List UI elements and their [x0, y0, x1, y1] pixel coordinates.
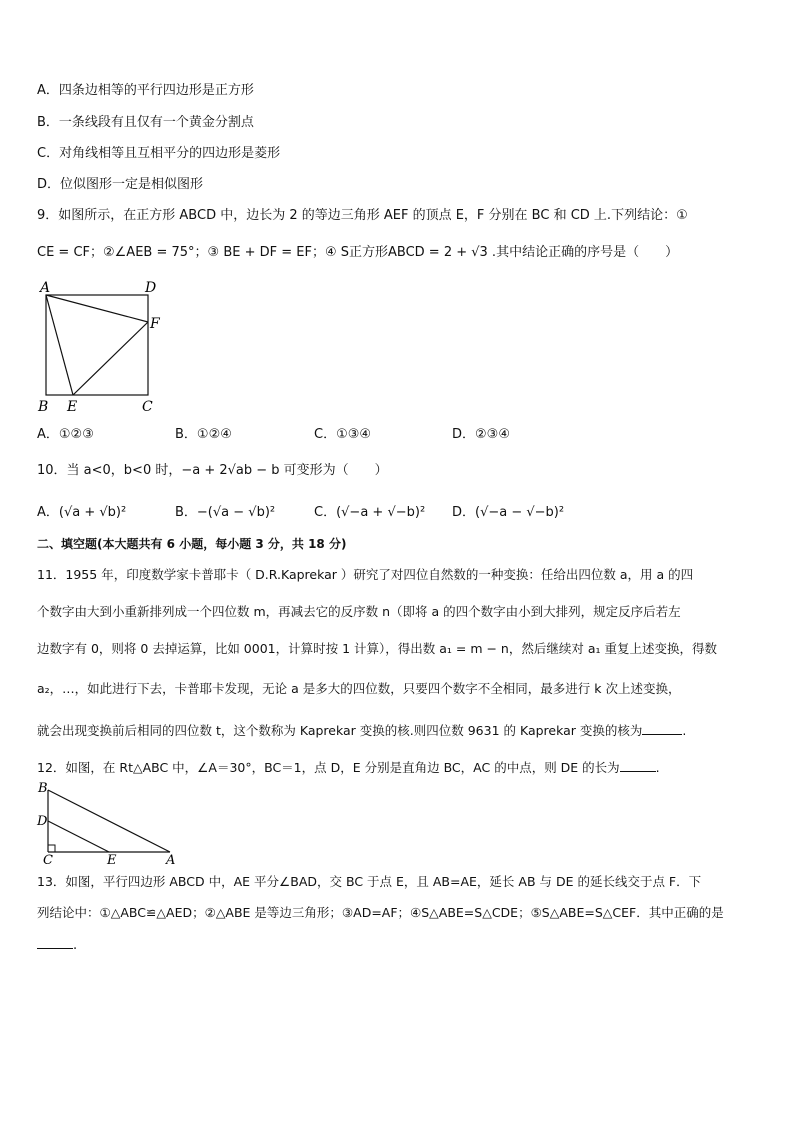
q8-option-a: A．四条边相等的平行四边形是正方形: [37, 83, 254, 98]
q8-option-c: C．对角线相等且互相平分的四边形是菱形: [37, 146, 281, 161]
label-d: D: [145, 280, 157, 296]
side-ab: [48, 790, 170, 852]
q8-option-d: D．位似图形一定是相似图形: [37, 177, 204, 192]
q12-stem-wrap: [37, 759, 660, 777]
q11-line3: 边数字有 0，则将 0 去掉运算，比如 0001，计算时按 1 计算），得出数 a₁ = m − n，然后继续对 a₁ 重复上述变换，得数: [37, 641, 717, 656]
label-d: D: [37, 814, 48, 829]
segment-ef: [73, 322, 148, 395]
q10-stem: 10．当 a<0，b<0 时，−a + 2√ab − b 可变形为（ ）: [37, 463, 388, 478]
q12-triangle-figure: [34, 780, 184, 866]
label-c: C: [142, 399, 153, 415]
q13-line1: 13．如图，平行四边形 ABCD 中，AE 平分∠BAD，交 BC 于点 E，且 AB=AE，延长 AB 与 DE 的延长线交于点 F．下: [37, 874, 702, 889]
q10-option-b: B．−(√a − √b)²: [175, 505, 276, 520]
q13-line2: 列结论中：①△ABC≌△AED；②△ABE 是等边三角形；③AD=AF；④S△ABE=S△CDE；⑤S△ABE=S△CEF．其中正确的是: [37, 905, 724, 920]
segment-de: [48, 821, 109, 852]
label-e: E: [107, 853, 117, 866]
q11-period: .: [682, 723, 687, 738]
q11-line2: 个数字由大到小重新排列成一个四位数 m，再减去它的反序数 n（即将 a 的四个数字由小到大排列，规定反序后若左: [37, 604, 681, 619]
q10-option-a: A．(√a + √b)²: [37, 505, 127, 520]
q9-option-b: B．①②④: [175, 427, 232, 442]
label-a: A: [40, 280, 51, 296]
q9-stem-line1: 9．如图所示，在正方形 ABCD 中，边长为 2 的等边三角形 AEF 的顶点 E，F 分别在 BC 和 CD 上.下列结论：①: [37, 208, 688, 223]
label-f: F: [150, 316, 160, 332]
q11-answer-blank[interactable]: [642, 722, 682, 735]
label-e: E: [67, 399, 78, 415]
label-b: B: [38, 399, 49, 415]
label-a: A: [166, 853, 176, 866]
q13-answer-blank[interactable]: [37, 936, 73, 949]
q10-option-c: C．(√−a + √−b)²: [314, 505, 426, 520]
segment-ae: [46, 295, 73, 395]
section-title: 二、填空题(本大题共有 6 小题，每小题 3 分，共 18 分): [37, 537, 347, 551]
q9-option-c: C．①③④: [314, 427, 372, 442]
q13-line3-wrap: [37, 936, 77, 955]
q11-line5-wrap: [37, 722, 686, 740]
square-abcd: [46, 295, 148, 395]
label-b: B: [38, 781, 48, 796]
right-angle-mark: [48, 845, 55, 852]
q11-line1: 11．1955 年，印度数学家卡普耶卡（ D.R.Kaprekar ）研究了对四位自然数的一种变换：任给出四位数 a，用 a 的四: [37, 567, 694, 582]
segment-af: [46, 295, 148, 322]
q10-option-d: D．(√−a − √−b)²: [452, 505, 565, 520]
q9-stem-line2: CE = CF；②∠AEB = 75°；③ BE + DF = EF；④ S正方形ABCD = 2 + √3 .其中结论正确的序号是（ ）: [37, 245, 679, 260]
q11-line4: a₂，…，如此进行下去，卡普耶卡发现，无论 a 是多大的四位数，只要四个数字不全相同，最多进行 k 次上述变换，: [37, 681, 681, 696]
q12-period: .: [655, 760, 660, 775]
q8-option-b: B．一条线段有且仅有一个黄金分割点: [37, 115, 254, 130]
q12-stem: 12．如图，在 Rt△ABC 中，∠A＝30°，BC＝1，点 D，E 分别是直角边 BC，AC 的中点，则 DE 的长为: [37, 760, 620, 775]
q12-answer-blank[interactable]: [620, 759, 656, 772]
q9-square-figure: [34, 276, 174, 416]
label-c: C: [43, 853, 53, 866]
q9-option-a: A．①②③: [37, 427, 94, 442]
q11-line5: 就会出现变换前后相同的四位数 t，这个数称为 Kaprekar 变换的核.则四位数 9631 的 Kaprekar 变换的核为: [37, 723, 643, 738]
q13-period: .: [73, 938, 78, 953]
q9-option-d: D．②③④: [452, 427, 510, 442]
